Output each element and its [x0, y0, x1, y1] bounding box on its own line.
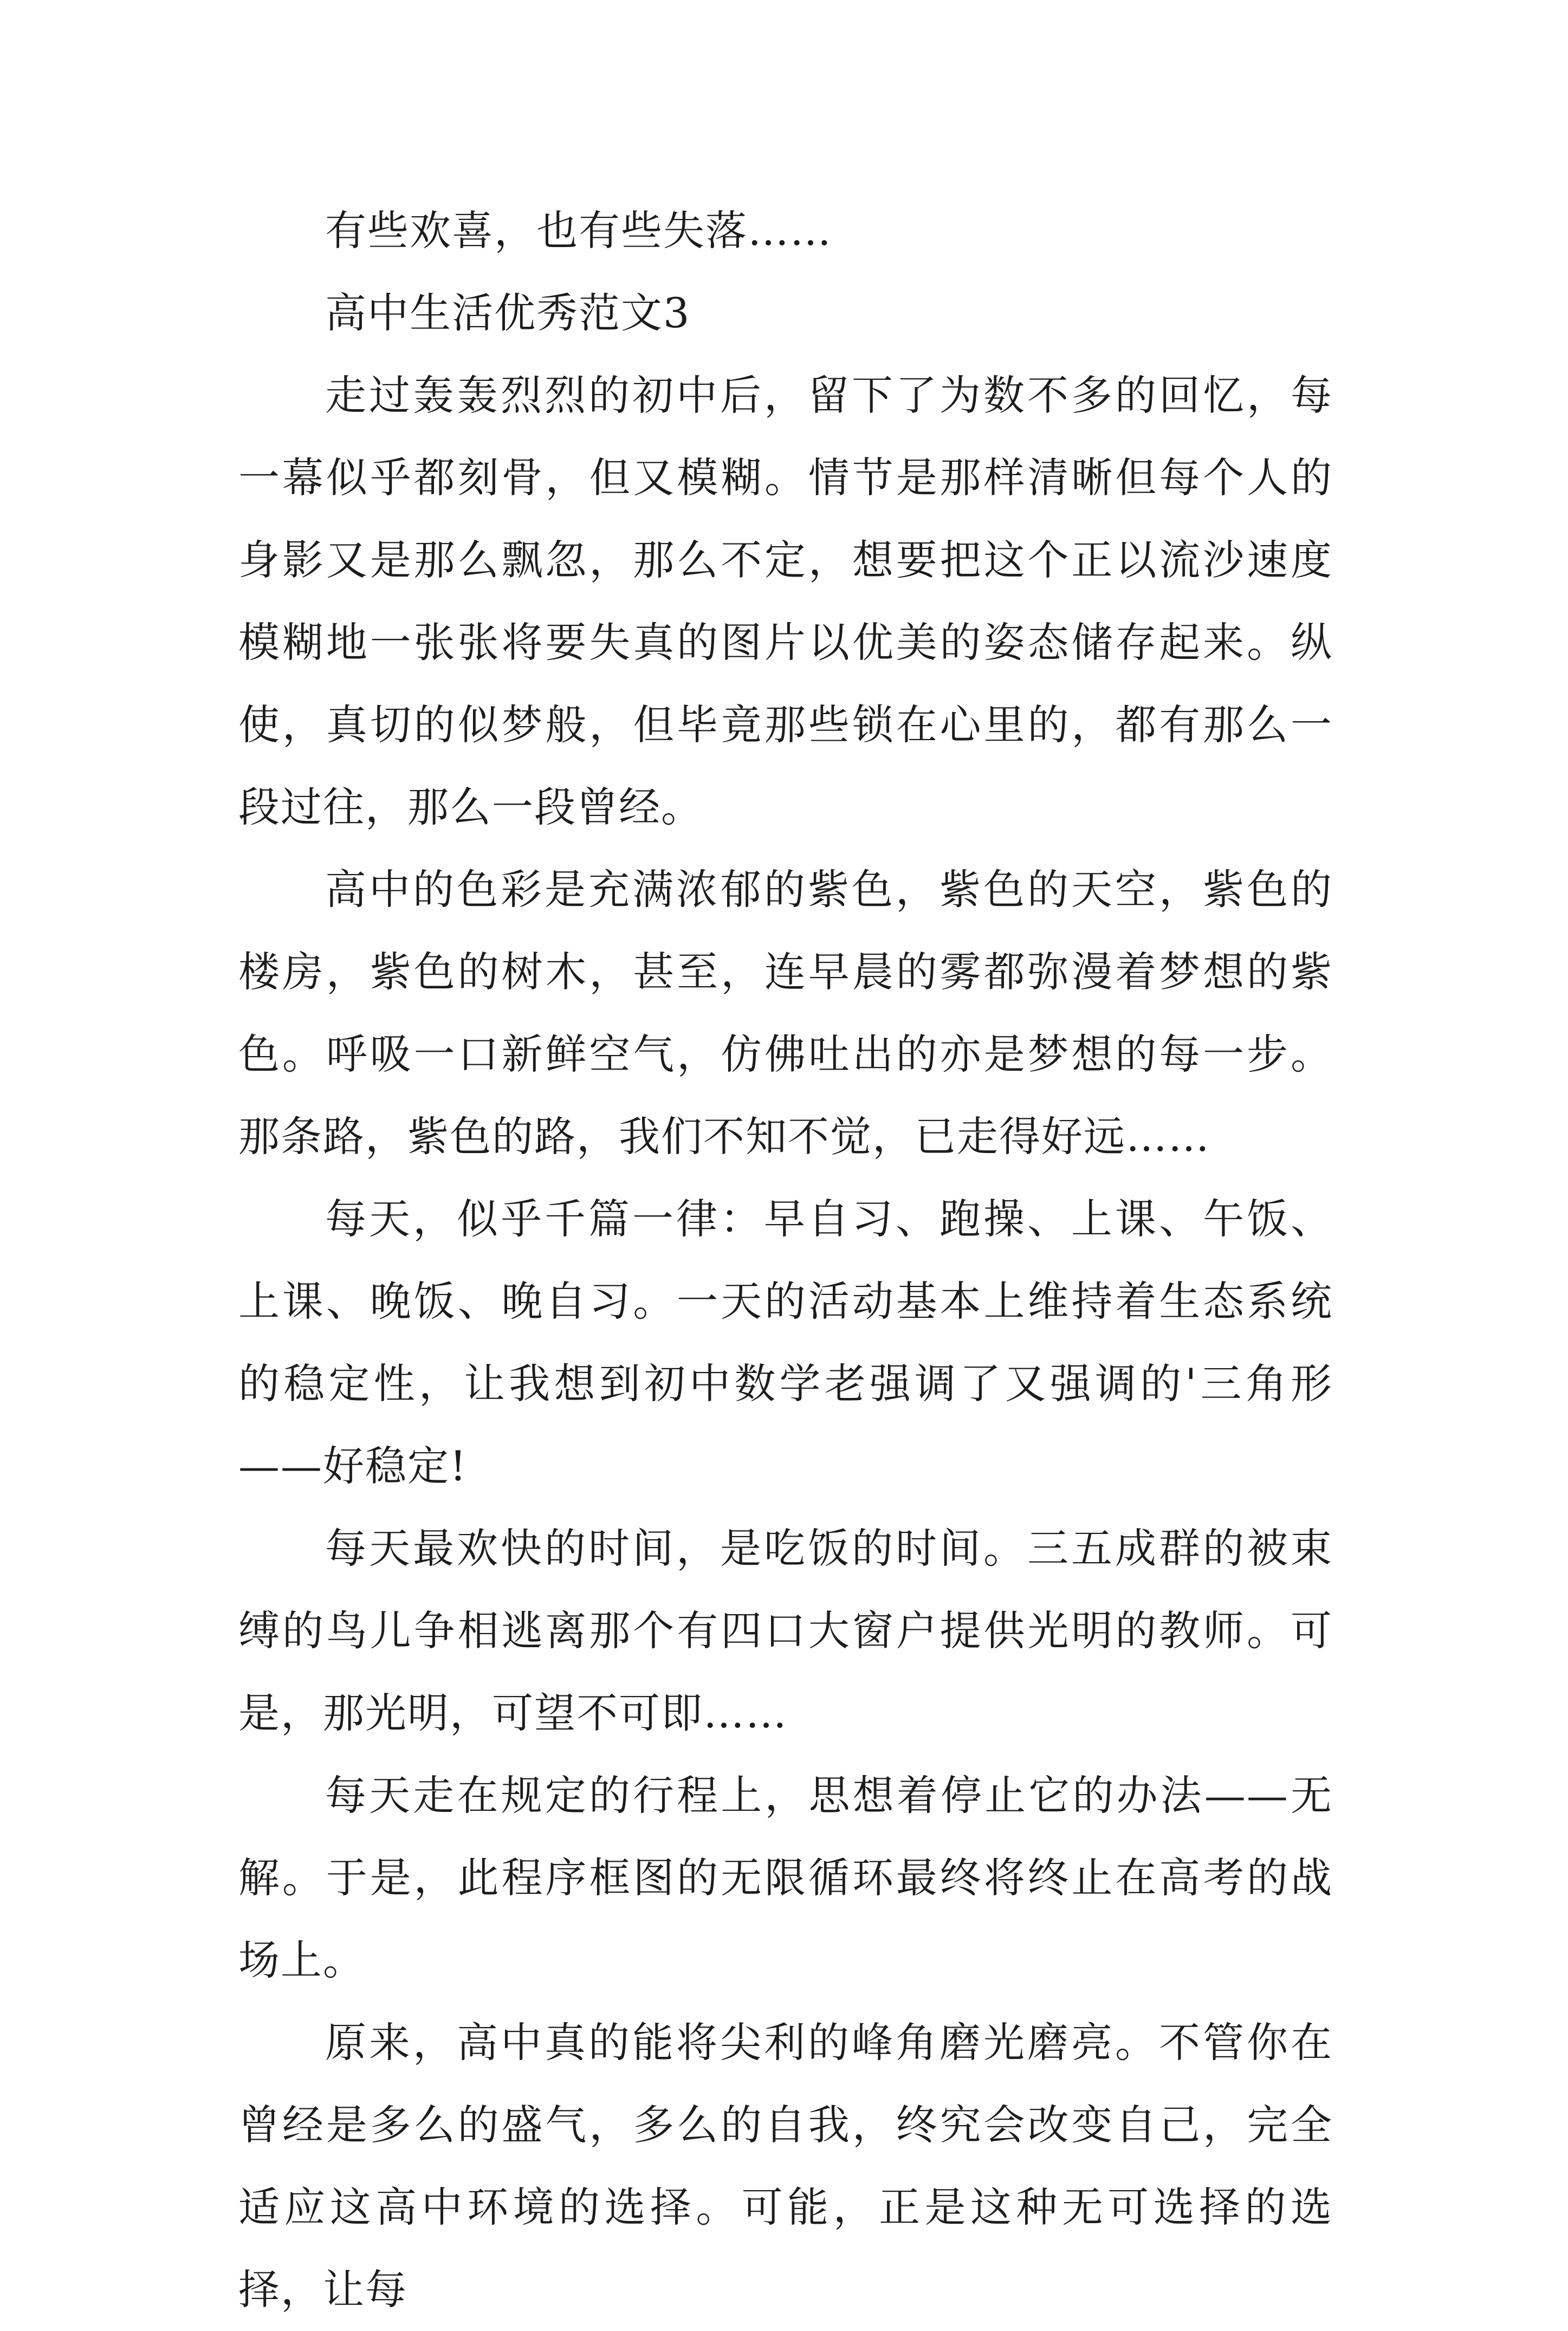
- paragraph-5: 每天最欢快的时间，是吃饭的时间。三五成群的被束缚的鸟儿争相逃离那个有四口大窗户提供光明的教师。可是，那光明，可望不可即……: [238, 1524, 1333, 1737]
- paragraph-7: 原来，高中真的能将尖利的峰角磨光磨亮。不管你在曾经是多么的盛气，多么的自我，终究会改变自己，完全适应这高中环境的选择。可能，正是这种无可选择的选择，让每: [238, 2018, 1333, 2314]
- paragraph-1: 有些欢喜，也有些失落……: [325, 206, 832, 255]
- paragraph-2: 走过轰轰烈烈的初中后，留下了为数不多的回忆，每一幕似乎都刻骨，但又模糊。情节是那样清晰但每个人的身影又是那么飘忽，那么不定，想要把这个正以流沙速度模糊地一张张将要失真的图片以优美的姿态储存起来。纵使，真切的似梦般，但毕竟那些锁在心里的，都有那么一段过往，那么一段曾经。: [238, 371, 1333, 831]
- paragraph-4: 每天，似乎千篇一律：早自习、跑操、上课、午饭、上课、晚饭、晚自习。一天的活动基本上维持着生态系统的稳定性，让我想到初中数学老强调了又强调的'三角形——好稳定!: [238, 1195, 1333, 1490]
- document-body: [238, 190, 1333, 2331]
- paragraph-6: 每天走在规定的行程上，思想着停止它的办法——无解。于是，此程序框图的无限循环最终将终止在高考的战场上。: [238, 1771, 1333, 1984]
- section-heading: 高中生活优秀范文3: [325, 289, 691, 337]
- paragraph-3: 高中的色彩是充满浓郁的紫色，紫色的天空，紫色的楼房，紫色的树木，甚至，连早晨的雾都弥漫着梦想的紫色。呼吸一口新鲜空气，仿佛吐出的亦是梦想的每一步。那条路，紫色的路，我们不知不觉，已走得好远……: [238, 865, 1333, 1161]
